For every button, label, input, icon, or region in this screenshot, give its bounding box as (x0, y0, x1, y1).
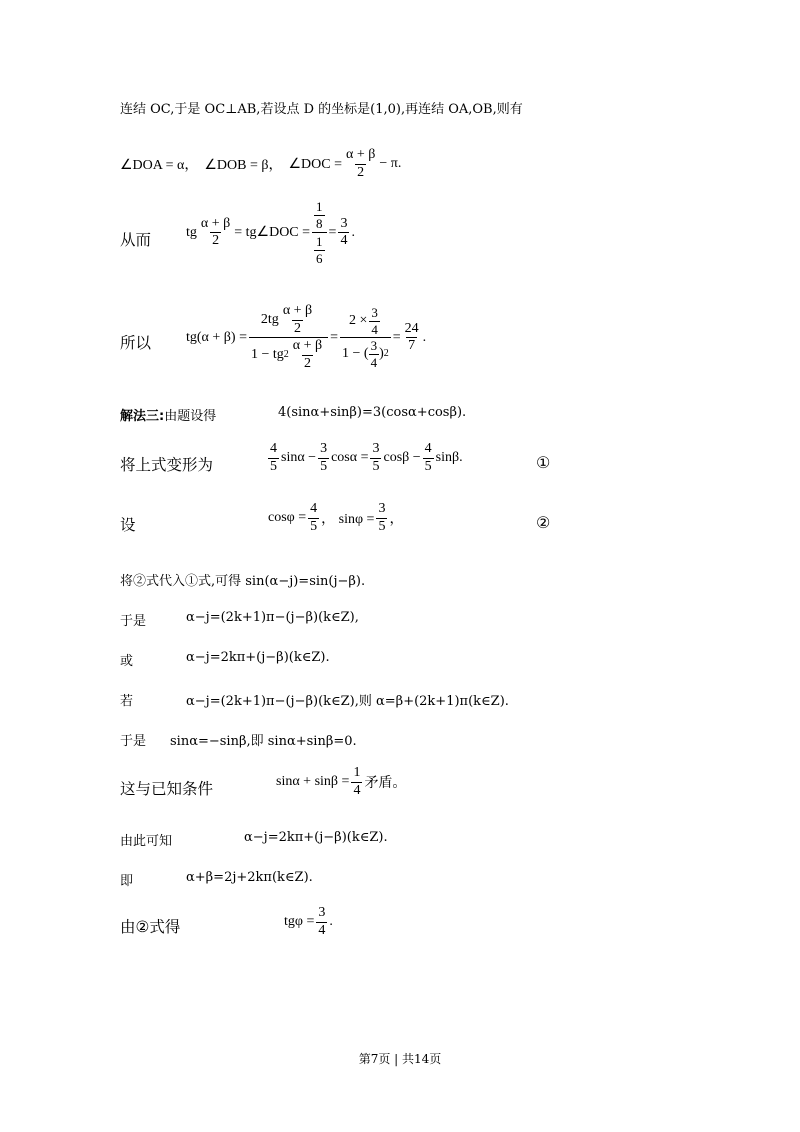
equation-angles (120, 148, 401, 180)
label-contradiction: 这与已知条件 (120, 780, 214, 798)
fraction-24-over-7: $\frac{24}{7}$ (404, 320, 419, 354)
label-transform: 将上式变形为 (120, 456, 214, 474)
angle-doc: ∠DOC = (288, 156, 342, 172)
method3-line: 解法三:由题设得 (120, 409, 217, 424)
equation-huo: α−j=2kπ+(j−β)(k∈Z). (186, 650, 330, 665)
fraction-4-5-b: $\frac{4}{5}$ (424, 441, 432, 474)
equation-yushi-1: α−j=(2k+1)π−(j−β)(k∈Z), (186, 610, 359, 625)
equation-tg-half: tg $\frac{\alpha + \beta}{2}$ = tg∠DOC = $\frac{\frac{1}{8}}{\frac{1}{6}}$ = $\frac{3}{4}$ . (186, 199, 355, 266)
equation-yushi-2: sinα=−sinβ,即 sinα+sinβ=0. (170, 734, 357, 749)
label-set: 设 (120, 516, 136, 534)
equation-ji: α+β=2j+2kπ(k∈Z). (186, 870, 313, 885)
marker-2: ② (536, 515, 551, 532)
label-huo: 或 (120, 654, 134, 669)
label-congerr: 从而 (120, 231, 152, 249)
equation-set-phi: cosφ = $\frac{4}{5}$ ， sinφ = $\frac{3}{5}$ ， (268, 501, 404, 534)
equation-final: tgφ = $\frac{3}{4}$ . (284, 905, 333, 938)
fraction-one-quarter: $\frac{1}{4}$ (353, 765, 361, 798)
label-final: 由②式得 (120, 918, 181, 936)
fraction-cos-phi: $\frac{4}{5}$ (310, 501, 318, 534)
equation-contradiction: sinα + sinβ = $\frac{1}{4}$ 矛盾。 (276, 765, 407, 798)
label-ji: 即 (120, 874, 134, 889)
fraction-alpha-beta-over-2: $\frac{\alpha + \beta}{2}$ (346, 147, 376, 180)
equation-youci: α−j=2kπ+(j−β)(k∈Z). (244, 830, 388, 845)
fraction-substituted: 2 × $\frac{3}{4}$ 1 − ( $\frac{3}{4}$ ) 2 (342, 305, 389, 371)
angle-dob: ∠DOB = β， (204, 158, 283, 174)
label-youci: 由此可知 (120, 834, 173, 849)
fraction-sin-phi: $\frac{3}{5}$ (378, 501, 386, 534)
fraction-3-5-b: $\frac{3}{5}$ (372, 441, 380, 474)
label-ruo: 若 (120, 694, 134, 709)
fraction-4-5-a: $\frac{4}{5}$ (270, 441, 277, 474)
label-yushi-2: 于是 (120, 734, 147, 749)
method3-equation: 4(sinα+sinβ)=3(cosα+cosβ). (278, 405, 467, 420)
fraction-3-5-a: $\frac{3}{5}$ (320, 441, 328, 474)
equation-transform: $\frac{4}{5}$ sinα − $\frac{3}{5}$ cosα = $\frac{3}{5}$ cosβ − $\frac{4}{5}$ sinβ. (270, 441, 463, 474)
fraction-compound: $\frac{\frac{1}{8}}{\frac{1}{6}}$ (312, 200, 327, 266)
fraction-tan-phi: $\frac{3}{4}$ (318, 905, 326, 938)
fraction-half-angle: $\frac{\alpha + \beta}{2}$ (200, 215, 231, 249)
text-substitute: 将②式代入①式,可得 sin(α−j)=sin(j−β). (120, 574, 366, 589)
label-yushi-1: 于是 (120, 614, 147, 629)
marker-1: ① (536, 455, 551, 472)
fraction-three-quarters: $\frac{3}{4}$ (340, 215, 348, 249)
text-line-oc: 连结 OC,于是 OC⊥AB,若设点 D 的坐标是(1,0),再连结 OA,OB,则有 (120, 102, 523, 117)
minus-pi: − π. (379, 156, 402, 172)
equation-tg-sum: tg(α + β) = 2tg $\frac{\alpha + \beta}{2}$ 1 − tg 2 $\frac{\alpha + \beta}{2}$ = 2 × $\frac{3}{4}$ 1 − ( $\frac{3}{4}$ ) 2 = $\frac{24}{7}$ . (186, 303, 427, 372)
angle-doa: ∠DOA = α， (120, 158, 199, 174)
label-suoyi: 所以 (120, 334, 152, 352)
page-footer: 第7页 | 共14页 (358, 1052, 442, 1066)
fraction-double-angle: 2tg $\frac{\alpha + \beta}{2}$ 1 − tg 2 $\frac{\alpha + \beta}{2}$ (249, 304, 328, 372)
equation-ruo: α−j=(2k+1)π−(j−β)(k∈Z),则 α=β+(2k+1)π(k∈Z). (186, 694, 509, 709)
method3-label: 解法三: (120, 409, 165, 424)
